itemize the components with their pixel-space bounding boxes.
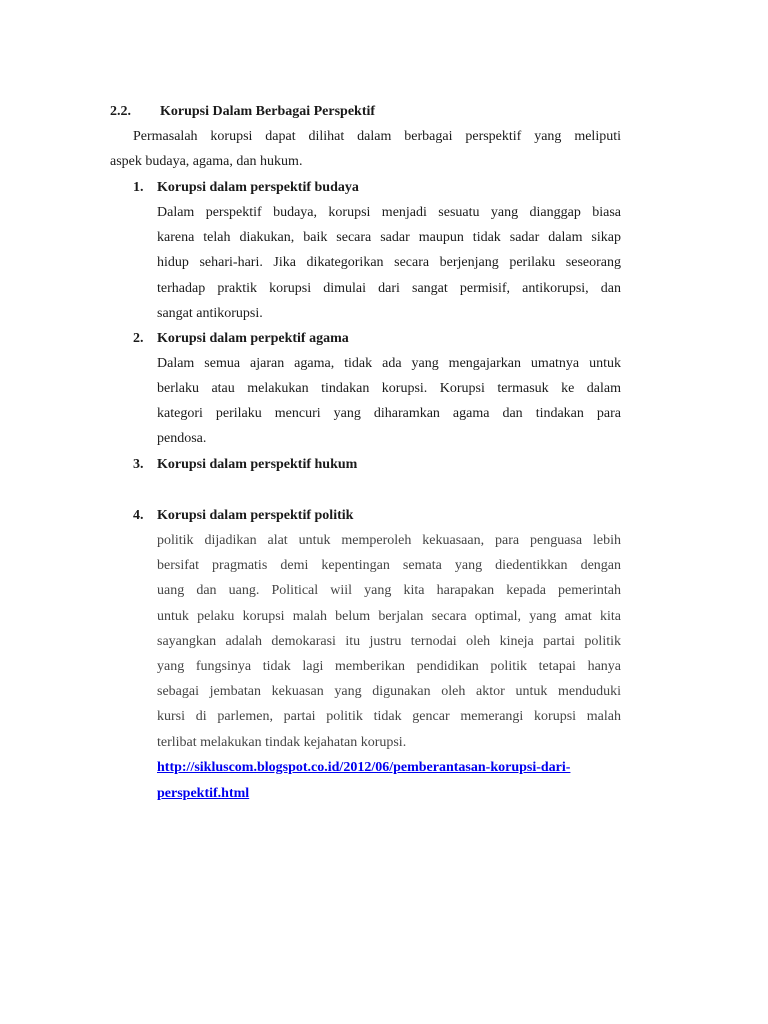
item-number-1: 1.: [133, 180, 144, 195]
item-4-line-9: terlibat melakukan tindak kejahatan korupsi.: [157, 735, 407, 750]
item-1-line-1: Dalam perspektif budaya, korupsi menjadi sesuatu yang dianggap biasa: [157, 205, 621, 220]
item-heading-2: Korupsi dalam perpektif agama: [157, 331, 349, 346]
item-heading-1: Korupsi dalam perspektif budaya: [157, 180, 359, 195]
item-1-line-5: sangat antikorupsi.: [157, 306, 263, 321]
section-title: Korupsi Dalam Berbagai Perspektif: [160, 104, 376, 119]
item-heading-4: Korupsi dalam perspektif politik: [157, 508, 354, 523]
source-link-line-2[interactable]: perspektif.html: [157, 786, 250, 801]
item-1-line-3: hidup sehari-hari. Jika dikategorikan secara berjenjang perilaku seseorang: [157, 255, 621, 270]
item-2-line-3: kategori perilaku mencuri yang diharamkan agama dan tindakan para: [157, 406, 621, 421]
source-link-line-1[interactable]: http://sikluscom.blogspot.co.id/2012/06/pemberantasan-korupsi-dari-: [157, 760, 571, 775]
item-4-line-8: kursi di parlemen, partai politik tidak gencar memerangi korupsi malah: [157, 709, 621, 724]
item-2-line-4: pendosa.: [157, 431, 207, 446]
item-4-line-7: sebagai jembatan kekuasan yang digunakan oleh aktor untuk menduduki: [157, 684, 621, 699]
item-1-line-2: karena telah diakukan, baik secara sadar maupun tidak sadar dalam sikap: [157, 230, 621, 245]
item-4-line-3: uang dan uang. Political wiil yang kita harapakan kepada pemerintah: [157, 583, 621, 598]
item-number-4: 4.: [133, 508, 144, 523]
intro-line-1: Permasalah korupsi dapat dilihat dalam berbagai perspektif yang meliputi: [133, 129, 621, 144]
item-4-line-6: yang fungsinya tidak lagi memberikan pendidikan politik tetapai hanya: [157, 659, 621, 674]
item-number-3: 3.: [133, 457, 144, 472]
item-2-line-1: Dalam semua ajaran agama, tidak ada yang mengajarkan umatnya untuk: [157, 356, 621, 371]
item-4-line-5: sayangkan adalah demokarasi itu justru ternodai oleh kineja partai politik: [157, 634, 621, 649]
item-2-line-2: berlaku atau melakukan tindakan korupsi. Korupsi termasuk ke dalam: [157, 381, 621, 396]
item-heading-3: Korupsi dalam perspektif hukum: [157, 457, 358, 472]
item-4-line-1: politik dijadikan alat untuk memperoleh kekuasaan, para penguasa lebih: [157, 533, 621, 548]
item-4-line-2: bersifat pragmatis demi kepentingan semata yang diedentikkan dengan: [157, 558, 621, 573]
intro-line-2: aspek budaya, agama, dan hukum.: [110, 154, 303, 169]
item-number-2: 2.: [133, 331, 144, 346]
section-number: 2.2.: [110, 104, 131, 119]
item-1-line-4: terhadap praktik korupsi dimulai dari sangat permisif, antikorupsi, dan: [157, 281, 621, 296]
item-4-line-4: untuk pelaku korupsi malah belum berjalan secara optimal, yang amat kita: [157, 609, 621, 624]
